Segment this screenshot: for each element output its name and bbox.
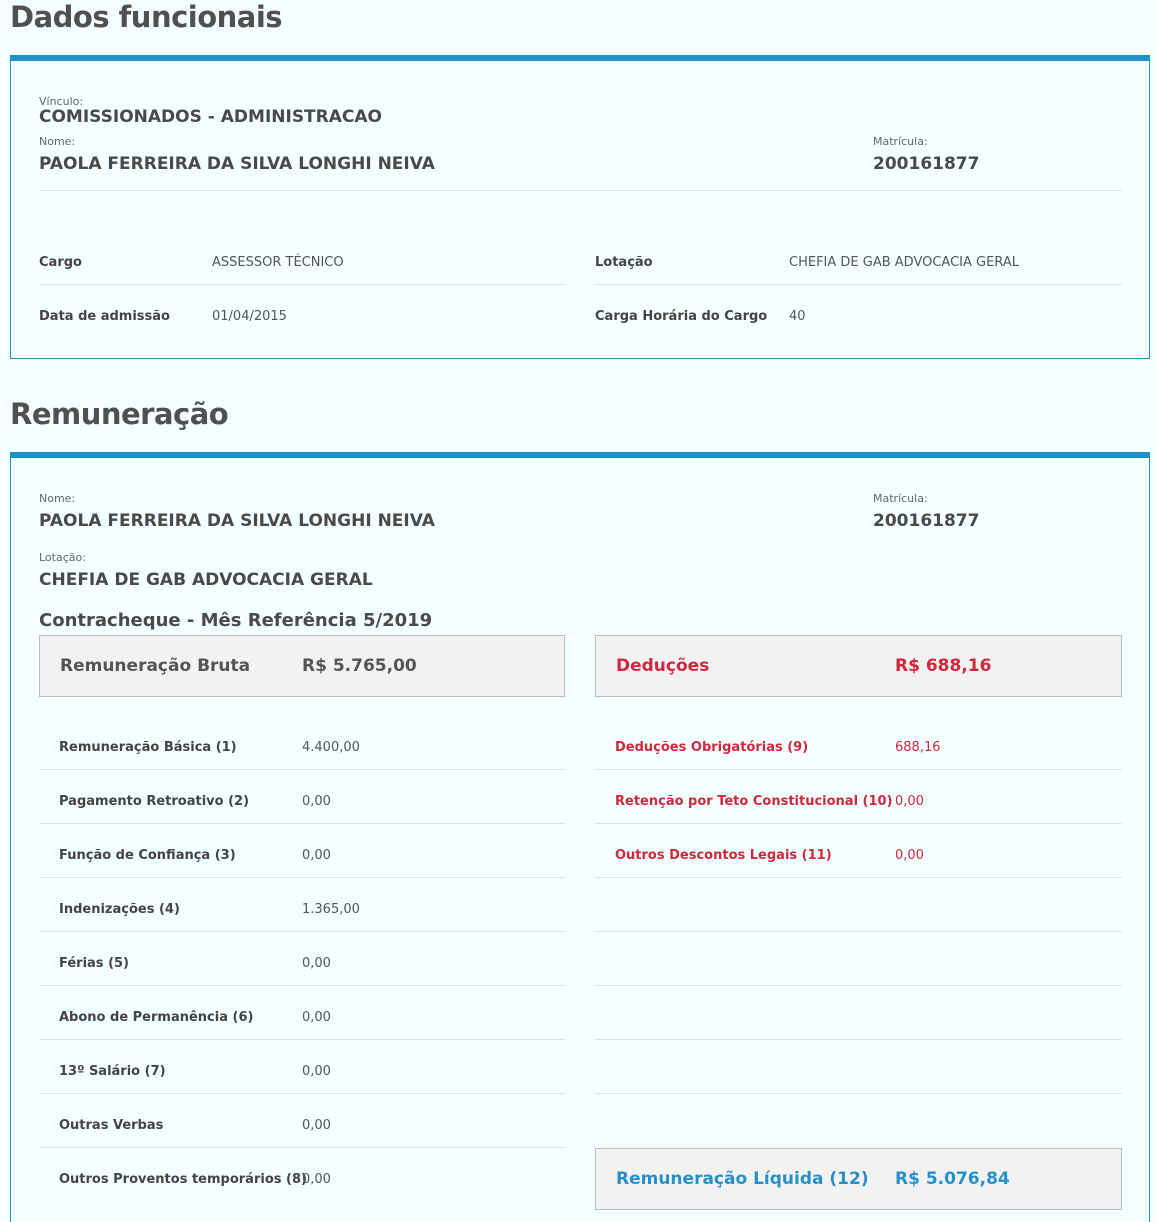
- section-title-remuneracao: Remuneração: [10, 397, 229, 431]
- desconto-label: Retenção por Teto Constitucional (10): [615, 794, 893, 809]
- section-title-dados-funcionais: Dados funcionais: [10, 0, 283, 34]
- nome-value: PAOLA FERREIRA DA SILVA LONGHI NEIVA: [39, 511, 435, 531]
- divider: [595, 1039, 1122, 1040]
- cargo-label: Cargo: [39, 255, 82, 270]
- provento-value: 0,00: [302, 956, 331, 971]
- nome-value: PAOLA FERREIRA DA SILVA LONGHI NEIVA: [39, 154, 435, 174]
- provento-label: Indenizações (4): [59, 902, 180, 917]
- provento-value: 4.400,00: [302, 740, 360, 755]
- desconto-label: Deduções Obrigatórias (9): [615, 740, 809, 755]
- lotacao-label: Lotação:: [39, 551, 86, 564]
- divider: [39, 877, 565, 878]
- deducoes-box: [595, 635, 1122, 697]
- divider: [595, 284, 1122, 285]
- vinculo-value: COMISSIONADOS - ADMINISTRACAO: [39, 107, 382, 127]
- divider: [595, 1093, 1122, 1094]
- divider: [595, 985, 1122, 986]
- divider: [39, 284, 565, 285]
- divider: [39, 190, 1122, 191]
- divider: [595, 931, 1122, 932]
- provento-label: Remuneração Básica (1): [59, 740, 237, 755]
- divider: [595, 877, 1122, 878]
- desconto-value: 0,00: [895, 848, 924, 863]
- provento-label: Função de Confiança (3): [59, 848, 236, 863]
- lotacao-value: CHEFIA DE GAB ADVOCACIA GERAL: [789, 255, 1019, 270]
- provento-value: 0,00: [302, 1064, 331, 1079]
- divider: [39, 1039, 565, 1040]
- lotacao-value: CHEFIA DE GAB ADVOCACIA GERAL: [39, 570, 373, 590]
- provento-label: Abono de Permanência (6): [59, 1010, 254, 1025]
- divider: [39, 823, 565, 824]
- carga-horaria-value: 40: [789, 309, 806, 324]
- matricula-label: Matrícula:: [873, 135, 928, 148]
- divider: [39, 1093, 565, 1094]
- deducoes-value: R$ 688,16: [895, 656, 992, 676]
- divider: [595, 823, 1122, 824]
- matricula-value: 200161877: [873, 154, 980, 174]
- admissao-value: 01/04/2015: [212, 309, 287, 324]
- provento-value: 0,00: [302, 1118, 331, 1133]
- remuneracao-liquida-value: R$ 5.076,84: [895, 1169, 1010, 1189]
- provento-value: 0,00: [302, 1172, 331, 1187]
- vinculo-label: Vínculo:: [39, 95, 84, 108]
- provento-label: Pagamento Retroativo (2): [59, 794, 250, 809]
- contracheque-title: Contracheque - Mês Referência 5/2019: [39, 610, 433, 631]
- desconto-label: Outros Descontos Legais (11): [615, 848, 832, 863]
- remuneracao-bruta-box: [39, 635, 565, 697]
- remuneracao-bruta-value: R$ 5.765,00: [302, 656, 417, 676]
- dados-funcionais-panel: [10, 55, 1150, 359]
- provento-label: Férias (5): [59, 956, 130, 971]
- nome-label: Nome:: [39, 135, 76, 148]
- provento-value: 0,00: [302, 794, 331, 809]
- remuneracao-liquida-label: Remuneração Líquida (12): [616, 1169, 869, 1189]
- admissao-label: Data de admissão: [39, 309, 170, 324]
- nome-label: Nome:: [39, 492, 76, 505]
- provento-value: 0,00: [302, 848, 331, 863]
- divider: [39, 985, 565, 986]
- divider: [595, 769, 1122, 770]
- provento-label: Outras Verbas: [59, 1118, 164, 1133]
- provento-value: 1.365,00: [302, 902, 360, 917]
- provento-label: Outros Proventos temporários (8): [59, 1172, 307, 1187]
- divider: [39, 931, 565, 932]
- lotacao-label: Lotação: [595, 255, 653, 270]
- matricula-value: 200161877: [873, 511, 980, 531]
- divider: [39, 769, 565, 770]
- provento-value: 0,00: [302, 1010, 331, 1025]
- provento-label: 13º Salário (7): [59, 1064, 166, 1079]
- deducoes-label: Deduções: [616, 656, 710, 676]
- divider: [39, 1147, 565, 1148]
- remuneracao-panel: [10, 452, 1150, 1222]
- desconto-value: 688,16: [895, 740, 941, 755]
- remuneracao-liquida-box: [595, 1148, 1122, 1210]
- remuneracao-bruta-label: Remuneração Bruta: [60, 656, 251, 676]
- carga-horaria-label: Carga Horária do Cargo: [595, 309, 768, 324]
- cargo-value: ASSESSOR TÉCNICO: [212, 255, 344, 270]
- matricula-label: Matrícula:: [873, 492, 928, 505]
- desconto-value: 0,00: [895, 794, 924, 809]
